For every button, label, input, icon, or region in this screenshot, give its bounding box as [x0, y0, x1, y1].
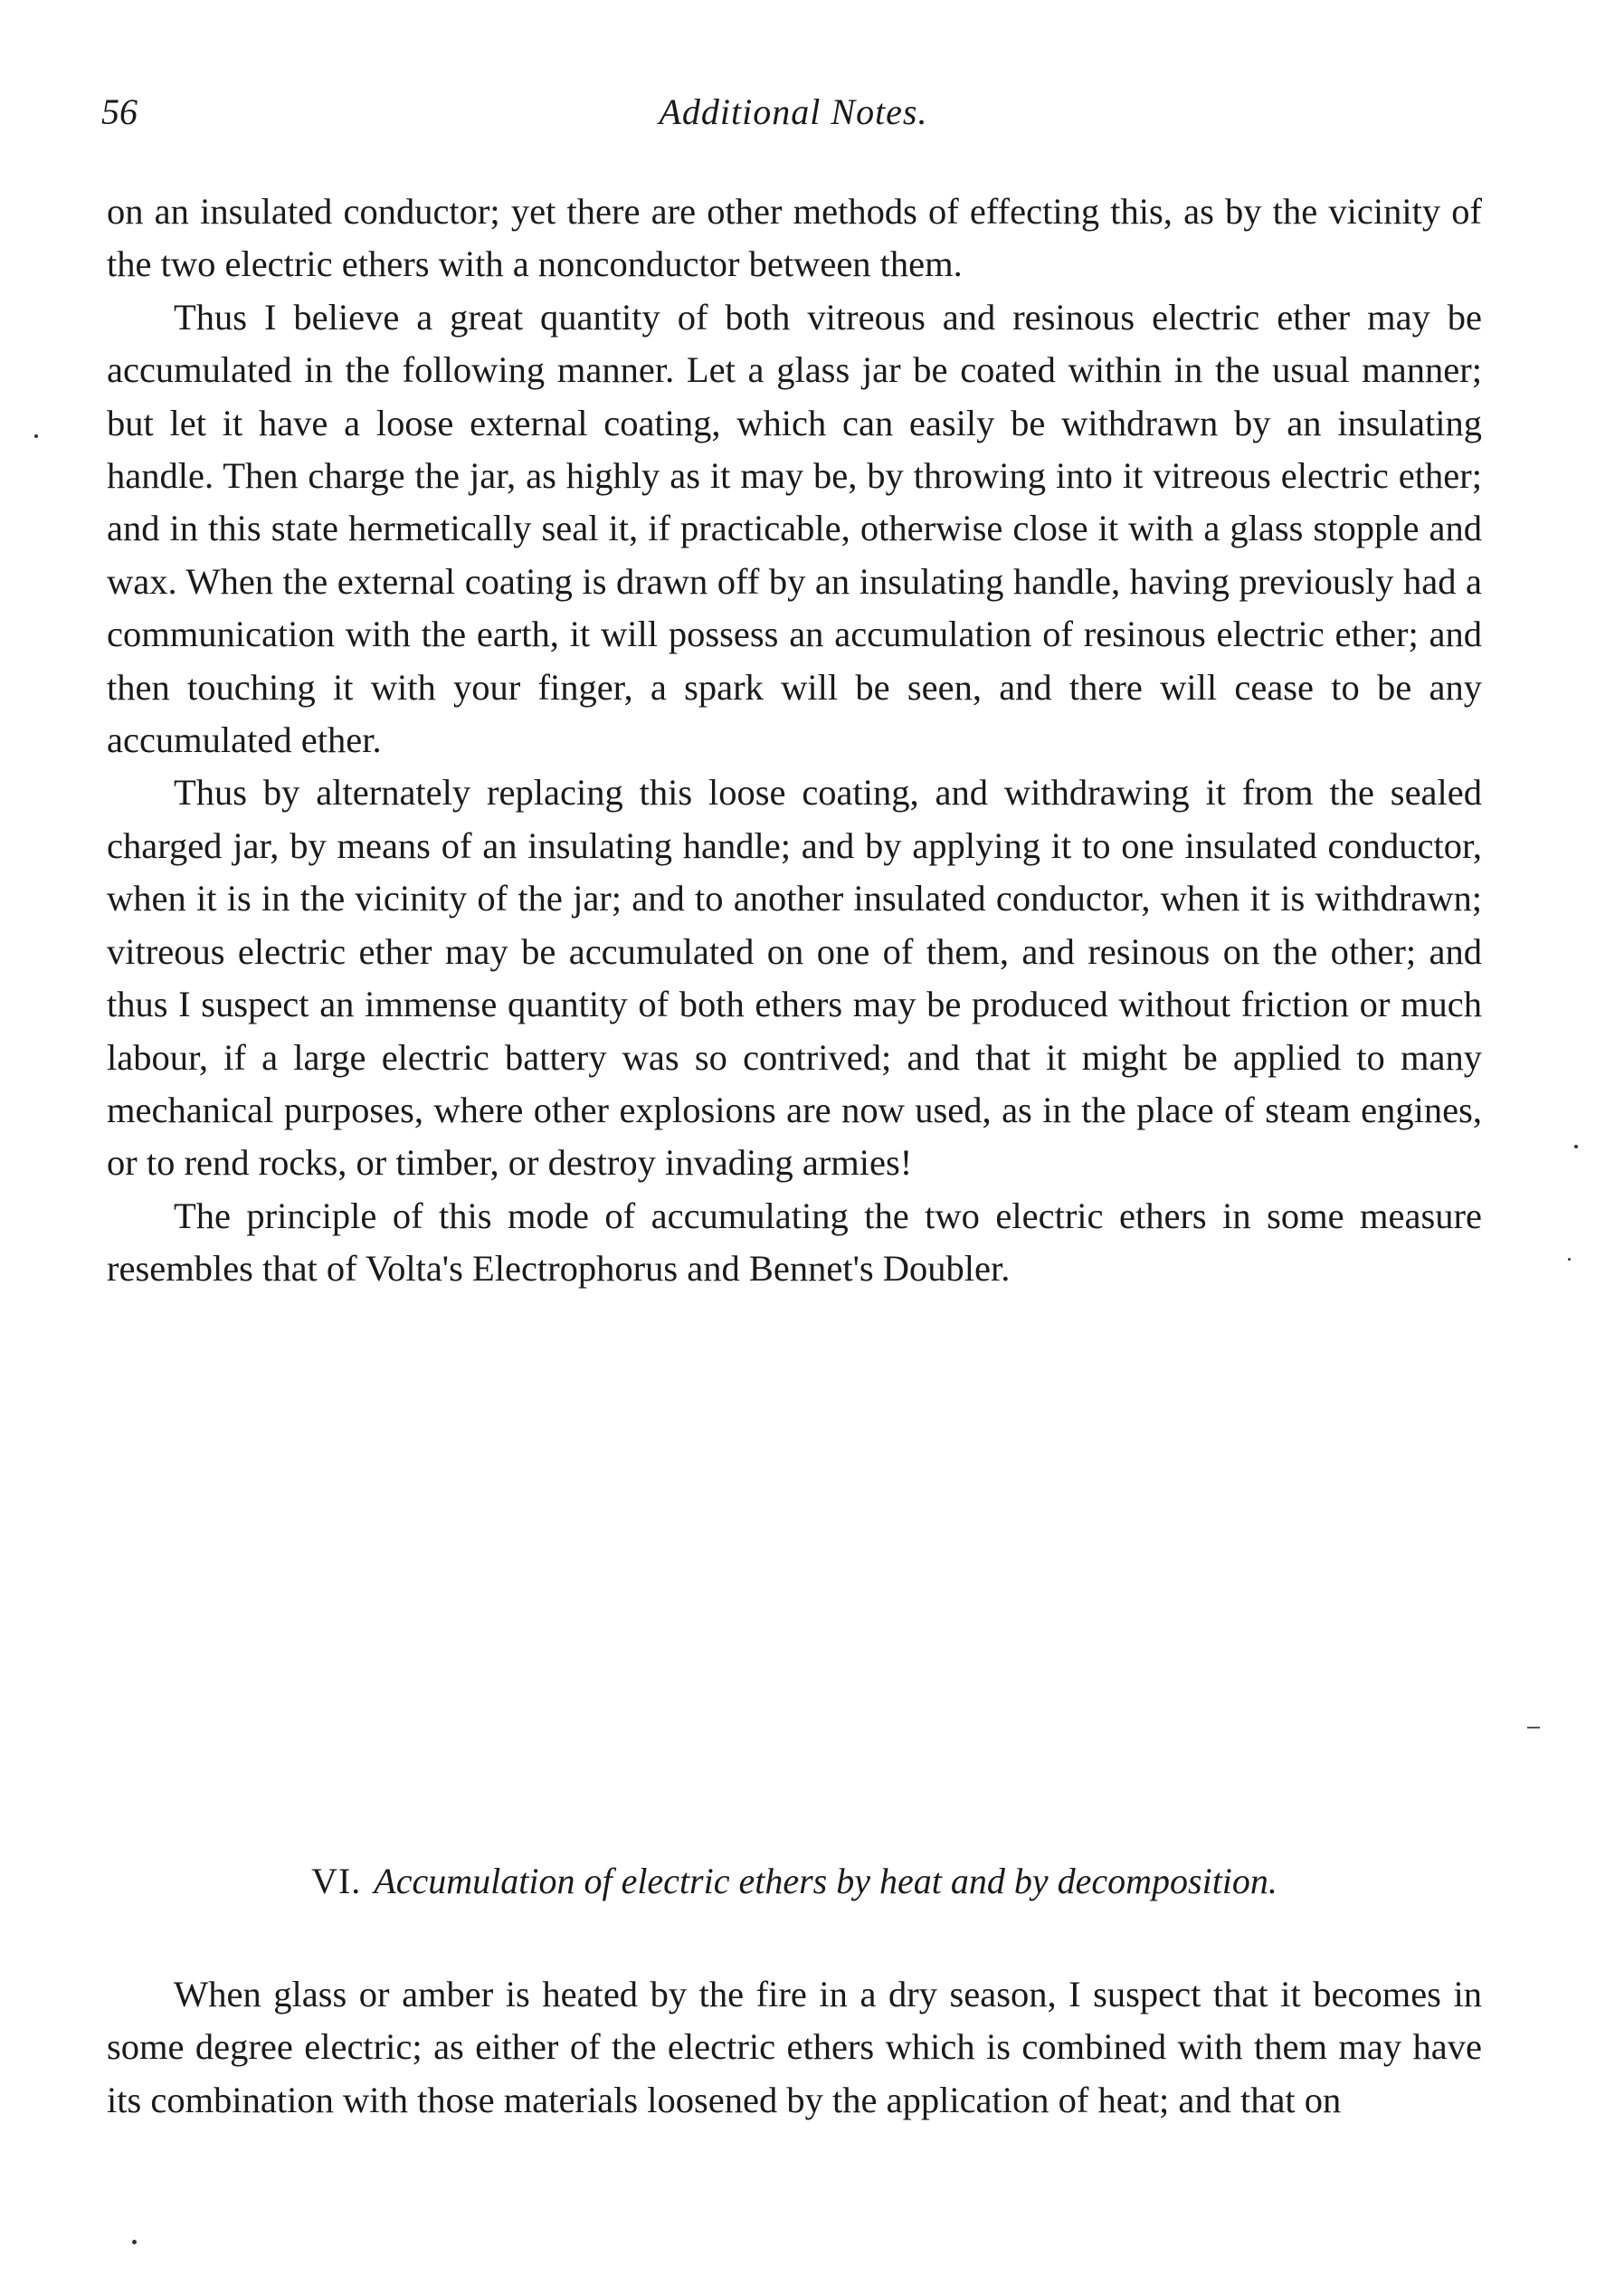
paragraph-alternately-replacing: Thus by alternately replacing this loose coating, and withdrawing it from the sealed charged jar, by means of an insulating handle; and by applying it to one insulated conductor, when it is in the vicinity of the jar; and to another insulated conductor, when it is withdrawn; vitreous electric ether may be accumulated on one of them, and resinous on the other; and thus I suspect an immense quantity of both ethers may be produced without friction or much labour, if a large electric battery was so contrived; and that it might be applied to many mechanical purposes, where other explosions are now used, as in the place of steam engines, or to rend rocks, or timber, or destroy invading armies! — [107, 772, 1482, 1184]
scan-speck — [1568, 1258, 1571, 1261]
section-text-block — [107, 1968, 1482, 2127]
section-title: Accumulation of electric ethers by heat and by decomposition. — [374, 1861, 1277, 1901]
paragraph-heated-glass: When glass or amber is heated by the fire in a dry season, I suspect that it becomes in some degree electric; as either of the electric ethers which is combined with them may have its combination with those materials loosened by the application of heat; and that on — [107, 1974, 1482, 2120]
paragraph-continuation: on an insulated conductor; yet there are other methods of effecting this, as by the vicinity of the two electric ethers with a nonconductor between them. — [107, 191, 1482, 285]
section-numeral: VI. — [311, 1861, 362, 1901]
main-text-block — [107, 186, 1482, 1296]
scan-mark — [1527, 1727, 1540, 1728]
page-header — [101, 90, 1486, 154]
paragraph-principle: The principle of this mode of accumulating the two electric ethers in some measure resembles that of Volta's Electrophorus and Bennet's Doubler. — [107, 1195, 1482, 1290]
scan-speck — [1574, 1145, 1578, 1148]
paragraph-glass-jar: Thus I believe a great quantity of both vitreous and resinous electric ether may be accumulated in the following manner. Let a glass jar be coated within in the usual manner; but let it have a loose external coating, which can easily be withdrawn by an insulating handle. Then charge the jar, as highly as it may be, by throwing into it vitreous electric ether; and in this state hermetically seal it, if practicable, otherwise close it with a glass stopple and wax. When the external coating is drawn off by an insulating handle, having previously had a communication with the earth, it will possess an accumulation of resinous electric ether; and then touching it with your finger, a spark will be seen, and there will cease to be any accumulated ether. — [107, 296, 1482, 761]
scan-speck — [34, 434, 38, 438]
section-heading — [107, 1855, 1482, 1908]
running-title: Additional Notes. — [659, 91, 928, 132]
scan-speck — [132, 2240, 137, 2244]
page-number: 56 — [101, 91, 138, 132]
